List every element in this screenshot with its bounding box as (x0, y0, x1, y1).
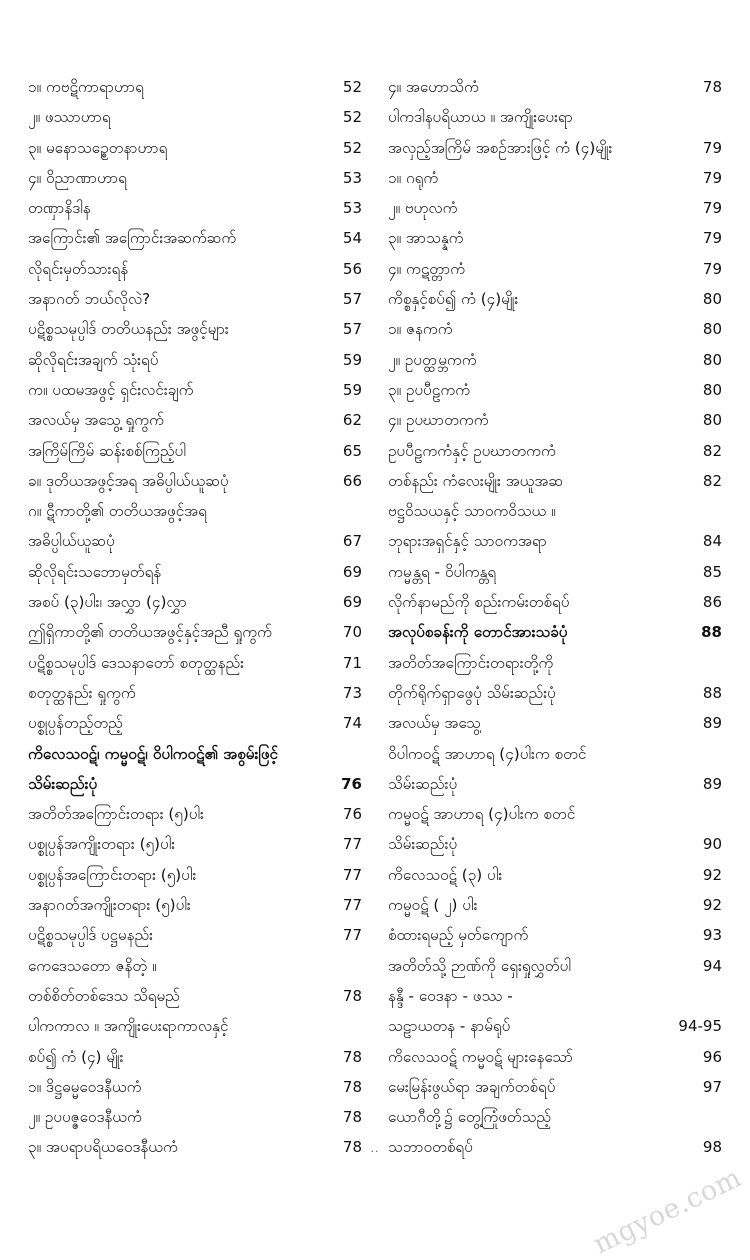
toc-entry-title: ၄။ အဟောသိကံ (388, 78, 479, 96)
toc-entry[interactable] (28, 708, 362, 738)
toc-entry[interactable] (28, 1102, 362, 1132)
toc-entry[interactable] (28, 102, 362, 132)
toc-entry-title: အတိတ်အကြောင်းတရား (၅)ပါး (28, 805, 204, 824)
toc-entry[interactable] (388, 526, 722, 556)
toc-entry-page-number: 79 (702, 259, 722, 278)
toc-entry-page-number: 90 (702, 835, 722, 854)
toc-entry-title: အလယ်မှ အသွေ့ ရှုကွက် (28, 411, 164, 430)
toc-entry-page-number: 62 (342, 411, 362, 430)
toc-entry-title: ၂။ ဥပတ္ထမ္ဘကကံ (388, 350, 477, 369)
toc-entry-page-number: 80 (702, 380, 722, 399)
toc-entry-title: အတိတ်အကြောင်းတရားတို့ကို (388, 653, 554, 672)
toc-entry[interactable] (388, 799, 722, 829)
toc-entry[interactable] (28, 799, 362, 829)
toc-entry-title: အလှည့်အကြိမ် အစဉ်အားဖြင့် ကံ (၄)မျိုး (388, 138, 613, 157)
toc-entry-title: ဂ။ ဋီကာတို့၏ တတိယအဖွင့်အရ (28, 502, 207, 521)
toc-entry-page-number: 79 (702, 229, 722, 248)
toc-entry-title: ၂။ ဥပပဇ္ဇဝေဒနီယကံ (28, 1108, 142, 1127)
toc-entry[interactable] (28, 223, 362, 253)
toc-entry-page-number: 94-95 (678, 1017, 722, 1036)
toc-entry-title: ကိစ္စနှင့်စပ်၍ ကံ (၄)မျိုး (388, 290, 519, 309)
toc-entry-title: ဤရှိကာတို့၏ တတိယအဖွင့်နှင့်အညီ ရှုကွက် (28, 623, 272, 642)
toc-entry[interactable] (388, 1072, 722, 1102)
toc-entry[interactable] (388, 254, 722, 284)
toc-entry[interactable] (28, 72, 362, 102)
toc-entry[interactable] (28, 466, 362, 496)
toc-entry[interactable] (28, 587, 362, 617)
toc-entry[interactable] (388, 193, 722, 223)
toc-entry-page-number: 65 (342, 441, 362, 460)
toc-entry[interactable] (388, 739, 722, 769)
toc-entry-title: ခ။ ဒုတိယအဖွင့်အရ အဓိပ္ပါယ်ယူဆပုံ (28, 471, 229, 490)
toc-entry-title: ၄။ ကဋတ္တာကံ (388, 259, 466, 278)
toc-entry[interactable] (28, 1072, 362, 1102)
page-footer-mark: ·· (370, 1145, 380, 1158)
toc-entry-page-number: 82 (702, 441, 722, 460)
toc-entry-title: သိမ်းဆည်းပုံ (28, 774, 98, 793)
toc-entry-title: ဆိုလိုရင်းသဘောမှတ်ရန် (28, 562, 162, 581)
toc-entry-page-number: 54 (342, 229, 362, 248)
toc-entry[interactable] (28, 284, 362, 314)
toc-entry-title: သိမ်းဆည်းပုံ (388, 835, 458, 854)
toc-entry-title: စပ်၍ ကံ (၄) မျိုး (28, 1047, 124, 1066)
toc-entry-page-number: 77 (342, 896, 362, 915)
toc-entry[interactable] (388, 1011, 722, 1041)
toc-entry[interactable] (388, 284, 722, 314)
toc-entry-page-number: 88 (701, 623, 722, 642)
toc-entry[interactable] (388, 769, 722, 799)
toc-entry-page-number: 77 (342, 926, 362, 945)
toc-entry[interactable] (388, 648, 722, 678)
toc-entry-page-number: 80 (702, 411, 722, 430)
toc-entry-page-number: 57 (342, 290, 362, 309)
toc-entry-title: တစ်စိတ်တစ်ဒေသ သိရမည် (28, 986, 180, 1005)
toc-entry-page-number: 76 (342, 805, 362, 824)
toc-entry-page-number: 56 (342, 259, 362, 278)
toc-entry-page-number: 69 (342, 562, 362, 581)
toc-entry-title: ၃။ ဥပပီဠကကံ (388, 380, 471, 399)
toc-entry-page-number: 78 (342, 1108, 362, 1127)
toc-entry[interactable] (28, 375, 362, 405)
toc-entry-title: ၄။ ဝိညာဏာဟာရ (28, 168, 127, 187)
toc-entry[interactable] (388, 375, 722, 405)
toc-entry-title: ၄။ ဥပဃာတကကံ (388, 411, 489, 430)
toc-entry[interactable] (28, 526, 362, 556)
toc-entry-page-number: 89 (702, 714, 722, 733)
toc-entry-title: အနာဂတ် ဘယ်လိုလဲ? (28, 290, 151, 309)
toc-entry-title: တဏှာနိဒါန (28, 199, 91, 218)
toc-entry-title: ပါကကာလ ။ အကျိုးပေးရာကာလနှင့် (28, 1017, 229, 1036)
toc-entry[interactable] (388, 1042, 722, 1072)
toc-entry-page-number: 53 (342, 168, 362, 187)
toc-entry-title: ပစ္စုပ္ပန်အကျိုးတရား (၅)ပါး (28, 835, 176, 854)
toc-entry-page-number: 52 (342, 138, 362, 157)
toc-entry-title: ၁။ ဇနကကံ (388, 320, 453, 339)
toc-entry-page-number: 78 (342, 1077, 362, 1096)
toc-entry-page-number: 78 (342, 1047, 362, 1066)
toc-entry[interactable] (388, 102, 722, 132)
toc-entry-title: ဗဋ္ဌဝိသယနှင့် သာဝကဝိသယ ။ (388, 502, 556, 521)
toc-entry-title: ၃။ အပရာပရိယဝေဒနီယကံ (28, 1138, 178, 1157)
toc-entry-page-number: 53 (342, 199, 362, 218)
toc-entry-title: ယောဂီတို့၌ တွေ့ကြုံဖတ်သည့် (388, 1108, 552, 1127)
toc-entry-title: ပစ္စုပ္ပန်အကြောင်းတရား (၅)ပါး (28, 865, 197, 884)
toc-entry-page-number: 67 (342, 532, 362, 551)
toc-entry-title: ပါကဒါနပရိယာယ ။ အကျိုးပေးရာ (388, 108, 573, 127)
toc-entry[interactable] (28, 133, 362, 163)
toc-entry-title: စတုတ္ထနည်း ရှုကွက် (28, 683, 136, 702)
toc-entry[interactable] (388, 678, 722, 708)
toc-entry[interactable] (28, 496, 362, 526)
toc-entry[interactable] (28, 981, 362, 1011)
toc-entry-title: တစ်နည်း ကံလေးမျိုး အယူအဆ (388, 471, 564, 490)
toc-entry-page-number: 86 (702, 593, 722, 612)
toc-entry-title: အစပ် (၃)ပါး၊ အလွှာ (၄)လွှာ (28, 593, 187, 612)
toc-entry-title: ၂။ ဗဟုလကံ (388, 199, 458, 218)
toc-entry-title: သိမ်းဆည်းပုံ (388, 774, 458, 793)
toc-entry[interactable] (388, 1102, 722, 1132)
toc-entry-title: ကိလေသဝဋ် (၃) ပါး (388, 865, 503, 884)
toc-entry-page-number: 80 (702, 350, 722, 369)
toc-entry-page-number: 66 (342, 471, 362, 490)
toc-entry[interactable] (28, 860, 362, 890)
toc-entry[interactable] (388, 617, 722, 647)
toc-entry-title: သဠာယတန - နာမ်ရုပ် (388, 1017, 511, 1036)
toc-entry-page-number: 80 (702, 290, 722, 309)
toc-entry-page-number: 73 (342, 683, 362, 702)
toc-entry-page-number: 85 (702, 562, 722, 581)
toc-entry-page-number: 80 (702, 320, 722, 339)
toc-entry[interactable] (388, 345, 722, 375)
toc-entry[interactable] (28, 617, 362, 647)
toc-entry-page-number: 96 (702, 1047, 722, 1066)
toc-entry-title: စံထားရမည့် မှတ်ကျောက် (388, 926, 529, 945)
toc-right-column (388, 72, 722, 1163)
toc-left-column (28, 72, 362, 1163)
toc-entry[interactable] (388, 72, 722, 102)
toc-entry-title: ၁။ ဒိဋ္ဌဓမ္မဝေဒနီယကံ (28, 1077, 142, 1096)
toc-entry-title: ၃။ အာသန္နကံ (388, 229, 464, 248)
toc-entry-page-number: 74 (342, 714, 362, 733)
toc-entry-title: ဘုရားအရှင်နှင့် သာဝကအရာ (388, 532, 547, 551)
toc-entry[interactable] (388, 405, 722, 435)
watermark: mgyoe.com (588, 1162, 746, 1260)
toc-entry-page-number: 82 (702, 471, 722, 490)
toc-entry-page-number: 93 (702, 926, 722, 945)
toc-entry[interactable] (28, 739, 362, 769)
toc-entry-title: ကိလေသဝဋ် ကမ္မဝဋ် များနေသော် (388, 1047, 573, 1066)
toc-entry-page-number: 79 (702, 168, 722, 187)
toc-entry-title: အနာဂတ်အကျိုးတရား (၅)ပါး (28, 896, 191, 915)
toc-entry-page-number: 52 (342, 108, 362, 127)
toc-entry[interactable] (388, 860, 722, 890)
toc-entry-title: သဘာဝတစ်ရပ် (388, 1138, 473, 1157)
toc-entry-title: ပဋိစ္စသမုပ္ပါဒ် တတိယနည်း အဖွင့်များ (28, 320, 229, 339)
toc-entry[interactable] (388, 951, 722, 981)
toc-entry-title: ကမ္မဝဋ် ( ၂) ပါး (388, 896, 478, 915)
toc-entry[interactable] (28, 405, 362, 435)
toc-entry-page-number: 94 (702, 956, 722, 975)
toc-entry-page-number: 59 (342, 380, 362, 399)
toc-entry-page-number: 76 (341, 774, 362, 793)
toc-entry[interactable] (388, 708, 722, 738)
toc-entry-title: ၁။ ဂရုကံ (388, 168, 439, 187)
toc-entry[interactable] (388, 223, 722, 253)
toc-entry-title: နန္ဒီ - ဝေဒနာ - ဖဿ - (388, 986, 513, 1005)
toc-entry-page-number: 97 (702, 1077, 722, 1096)
toc-entry[interactable] (28, 890, 362, 920)
toc-entry-page-number: 92 (702, 896, 722, 915)
toc-entry-page-number: 57 (342, 320, 362, 339)
toc-entry-title: ကိလေသဝဋ်၊ ကမ္မဝဋ်၊ ဝိပါကဝဋ်၏ အစွမ်းဖြင့် (28, 744, 278, 763)
toc-entry[interactable] (388, 496, 722, 526)
toc-entry-title: လိုရင်းမှတ်သားရန် (28, 259, 129, 278)
toc-entry[interactable] (388, 163, 722, 193)
toc-entry[interactable] (388, 314, 722, 344)
toc-entry[interactable] (28, 829, 362, 859)
toc-entry-title: ဥပပီဠကကံနှင့် ဥပဃာတကကံ (388, 441, 556, 460)
toc-entry[interactable] (28, 193, 362, 223)
toc-entry[interactable] (388, 133, 722, 163)
toc-entry-title: ပဋိစ္စသမုပ္ပါဒ် ပဋ္ဌမနည်း (28, 926, 154, 945)
toc-entry-page-number: 89 (702, 774, 722, 793)
toc-entry[interactable] (28, 314, 362, 344)
toc-entry-title: ကမ္မန္တရ - ဝိပါကန္တရ (388, 562, 497, 581)
toc-entry[interactable] (28, 920, 362, 950)
toc-entry[interactable] (388, 920, 722, 950)
toc-entry[interactable] (28, 436, 362, 466)
toc-entry-title: အကြိမ်ကြိမ် ဆန်းစစ်ကြည့်ပါ (28, 441, 186, 460)
toc-entry[interactable] (388, 587, 722, 617)
toc-entry[interactable] (28, 678, 362, 708)
toc-entry-title: ကေဒေသတော ဇနိတဲ့ ။ (28, 956, 157, 975)
toc-entry-page-number: 59 (342, 350, 362, 369)
toc-entry-title: အကြောင်း၏ အကြောင်းအဆက်ဆက် (28, 229, 237, 248)
toc-entry[interactable] (28, 951, 362, 981)
toc-entry-title: ၃။ မနောသဉ္စေတနာဟာရ (28, 138, 168, 157)
toc-entry-page-number: 98 (702, 1138, 722, 1157)
toc-columns (28, 72, 722, 1163)
toc-entry-title: ၂။ ဖဿာဟာရ (28, 108, 111, 127)
toc-entry-title: ဝိပါကဝဋ် အာဟာရ (၄)ပါးက စတင် (388, 744, 587, 763)
toc-entry[interactable] (28, 163, 362, 193)
toc-entry[interactable] (28, 345, 362, 375)
toc-entry[interactable] (28, 769, 362, 799)
toc-entry-page-number: 52 (342, 78, 362, 96)
toc-entry-title: ဆိုလိုရင်းအချက် သုံးရပ် (28, 350, 159, 369)
toc-entry-page-number: 79 (702, 199, 722, 218)
toc-entry-page-number: 69 (342, 593, 362, 612)
toc-entry-page-number: 77 (342, 865, 362, 884)
toc-entry[interactable] (28, 254, 362, 284)
toc-entry-page-number: 70 (342, 623, 362, 642)
toc-entry-page-number: 88 (702, 683, 722, 702)
toc-entry-title: လိုက်နာမည်ကို စည်းကမ်းတစ်ရပ် (388, 593, 570, 612)
toc-entry-page-number: 79 (702, 138, 722, 157)
toc-entry-page-number: 71 (342, 653, 362, 672)
toc-entry[interactable] (388, 466, 722, 496)
toc-entry-title: အလုပ်စခန်းကို တောင်အားသခံပုံ (388, 623, 568, 642)
toc-entry[interactable] (388, 557, 722, 587)
toc-entry-page-number: 78 (702, 78, 722, 96)
toc-entry[interactable] (28, 557, 362, 587)
toc-entry-title: အဓိပ္ပါယ်ယူဆပုံ (28, 532, 115, 551)
toc-entry-page-number: 78 (342, 986, 362, 1005)
toc-entry-title: အတိတ်သို့ ဉာဏ်ကို ရှေးရှုလွှတ်ပါ (388, 956, 571, 975)
toc-entry-title: ပစ္စုပ္ပန်တည့်တည့် (28, 714, 123, 733)
toc-entry-title: ကမ္မဝဋ် အာဟာရ (၄)ပါးက စတင် (388, 805, 576, 824)
toc-entry[interactable] (28, 648, 362, 678)
toc-entry-title: ပဋိစ္စသမုပ္ပါဒ် ဒေသနာတော် စတုတ္ထနည်း (28, 653, 245, 672)
toc-entry[interactable] (28, 1042, 362, 1072)
toc-entry-title: အလယ်မှ အသွေ့ (388, 714, 481, 733)
toc-entry[interactable] (388, 829, 722, 859)
toc-entry[interactable] (28, 1011, 362, 1041)
toc-entry-page-number: 84 (702, 532, 722, 551)
toc-entry[interactable] (388, 890, 722, 920)
toc-entry-page-number: 77 (342, 835, 362, 854)
toc-entry[interactable] (388, 981, 722, 1011)
toc-entry-page-number: 92 (702, 865, 722, 884)
toc-entry-title: ၁။ ကဗဋိကာရာဟာရ (28, 78, 144, 96)
toc-entry-page-number: 78 (342, 1138, 362, 1157)
toc-entry-title: က။ ပထမအဖွင့် ရှင်းလင်းချက် (28, 380, 194, 399)
toc-entry[interactable] (388, 436, 722, 466)
toc-entry-title: မေးမြန်းဖွယ်ရာ အချက်တစ်ရပ် (388, 1077, 556, 1096)
toc-entry-title: တိုက်ရိုက်ရှာဖွေပုံ သိမ်းဆည်းပုံ (388, 683, 556, 702)
